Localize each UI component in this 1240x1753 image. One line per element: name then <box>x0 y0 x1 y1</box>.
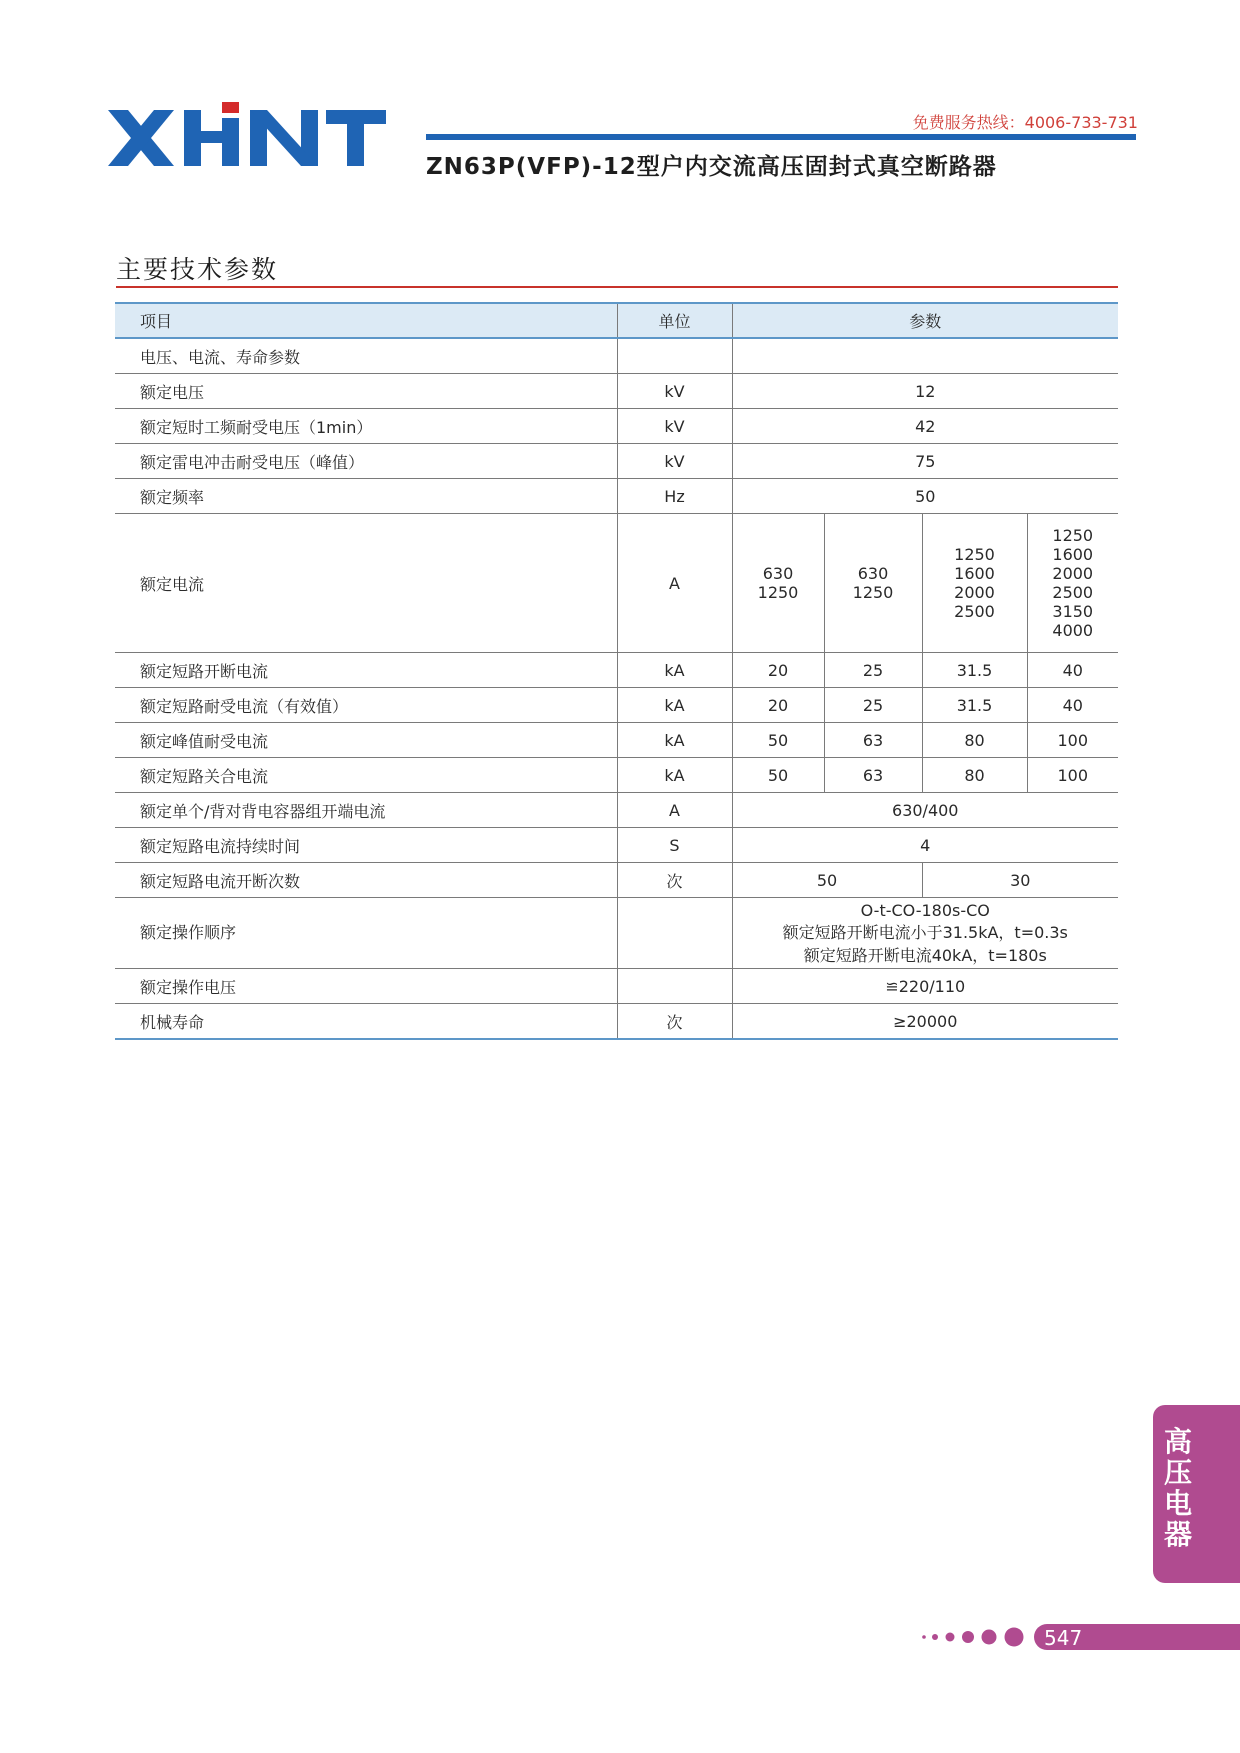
row-unit: A <box>617 514 732 653</box>
row-item: 额定电压 <box>115 374 617 409</box>
row-value: 50 <box>732 758 824 793</box>
row-value: 80 <box>922 723 1027 758</box>
table-row <box>115 479 1118 514</box>
row-unit: Hz <box>617 479 732 514</box>
row-value: O-t-CO-180s-CO 额定短路开断电流小于31.5kA，t=0.3s 额定短路开断电流40kA，t=180s <box>732 898 1118 969</box>
row-value: 50 <box>732 863 922 898</box>
row-item: 额定雷电冲击耐受电压（峰值） <box>115 444 617 479</box>
row-unit: A <box>617 793 732 828</box>
table-header-row <box>115 303 1118 338</box>
row-value: 75 <box>732 444 1118 479</box>
row-value: 20 <box>732 688 824 723</box>
table-row <box>115 969 1118 1004</box>
table-row <box>115 409 1118 444</box>
row-item: 额定操作电压 <box>115 969 617 1004</box>
row-value: 630 1250 <box>824 514 922 653</box>
row-unit <box>617 338 732 374</box>
row-item: 额定单个/背对背电容器组开端电流 <box>115 793 617 828</box>
row-value: 40 <box>1027 653 1118 688</box>
row-item: 额定操作顺序 <box>115 898 617 969</box>
row-value: 50 <box>732 479 1118 514</box>
row-item: 额定峰值耐受电流 <box>115 723 617 758</box>
row-value: 12 <box>732 374 1118 409</box>
row-value: 20 <box>732 653 824 688</box>
row-value: 630 1250 <box>732 514 824 653</box>
hotline-text: 免费服务热线：4006-733-731 <box>912 113 1138 132</box>
row-unit: kA <box>617 723 732 758</box>
table-row <box>115 758 1118 793</box>
row-unit: kV <box>617 374 732 409</box>
table-row <box>115 863 1118 898</box>
page-number: 547 <box>1044 1626 1083 1650</box>
section-title: 主要技术参数 <box>116 255 279 284</box>
row-unit: kA <box>617 688 732 723</box>
header-param: 参数 <box>732 303 1118 338</box>
row-value: 42 <box>732 409 1118 444</box>
page-dots-decoration <box>920 1626 1030 1648</box>
category-tab-label: 高 压 电 器 <box>1163 1425 1192 1551</box>
row-value: 80 <box>922 758 1027 793</box>
table-row <box>115 374 1118 409</box>
document-title: ZN63P(VFP)-12型户内交流高压固封式真空断路器 <box>426 154 997 180</box>
row-unit: S <box>617 828 732 863</box>
row-item: 额定短路电流开断次数 <box>115 863 617 898</box>
row-value: 30 <box>922 863 1118 898</box>
row-value: 31.5 <box>922 688 1027 723</box>
row-unit: kV <box>617 444 732 479</box>
row-value: 63 <box>824 758 922 793</box>
header-unit: 单位 <box>617 303 732 338</box>
row-unit <box>617 969 732 1004</box>
row-value: ≥20000 <box>732 1004 1118 1040</box>
row-item: 额定短路耐受电流（有效值） <box>115 688 617 723</box>
row-item: 电压、电流、寿命参数 <box>115 338 617 374</box>
xhnt-logo <box>104 100 389 180</box>
row-value: 1250 1600 2000 2500 <box>922 514 1027 653</box>
section-divider <box>116 286 1118 288</box>
table-row <box>115 514 1118 653</box>
row-item: 额定频率 <box>115 479 617 514</box>
table-row <box>115 653 1118 688</box>
spec-table <box>115 302 1118 1040</box>
row-item: 额定短时工频耐受电压（1min） <box>115 409 617 444</box>
row-value: 63 <box>824 723 922 758</box>
header-item: 项目 <box>115 303 617 338</box>
row-unit: kA <box>617 653 732 688</box>
row-unit <box>617 898 732 969</box>
table-row <box>115 688 1118 723</box>
table-row <box>115 1004 1118 1040</box>
table-row <box>115 338 1118 374</box>
row-value: ≌220/110 <box>732 969 1118 1004</box>
row-value: 31.5 <box>922 653 1027 688</box>
row-value <box>732 338 1118 374</box>
table-row <box>115 828 1118 863</box>
row-item: 额定短路关合电流 <box>115 758 617 793</box>
table-row <box>115 723 1118 758</box>
table-row <box>115 898 1118 969</box>
row-value: 100 <box>1027 723 1118 758</box>
row-value: 100 <box>1027 758 1118 793</box>
table-row <box>115 444 1118 479</box>
row-item: 额定短路电流持续时间 <box>115 828 617 863</box>
row-unit: kV <box>617 409 732 444</box>
row-item: 机械寿命 <box>115 1004 617 1040</box>
row-item: 额定短路开断电流 <box>115 653 617 688</box>
row-unit: 次 <box>617 1004 732 1040</box>
header-divider <box>426 134 1136 140</box>
row-value: 25 <box>824 688 922 723</box>
row-value: 25 <box>824 653 922 688</box>
row-value: 4 <box>732 828 1118 863</box>
row-value: 630/400 <box>732 793 1118 828</box>
row-value: 1250 1600 2000 2500 3150 4000 <box>1027 514 1118 653</box>
row-value: 50 <box>732 723 824 758</box>
row-unit: 次 <box>617 863 732 898</box>
row-unit: kA <box>617 758 732 793</box>
table-row <box>115 793 1118 828</box>
row-item: 额定电流 <box>115 514 617 653</box>
row-value: 40 <box>1027 688 1118 723</box>
